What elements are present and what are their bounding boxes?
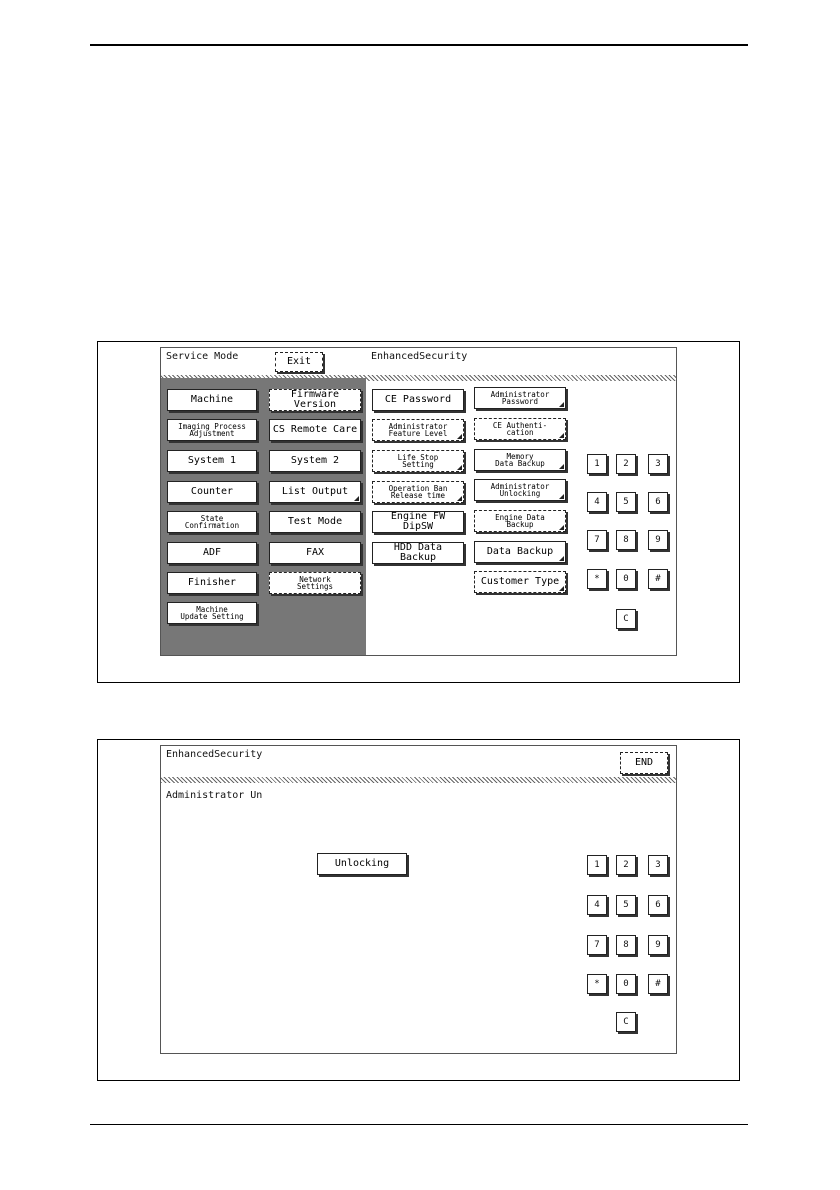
key-1[interactable]: 1 [587,855,607,875]
key-9[interactable]: 9 [648,935,668,955]
ce-password-button[interactable]: CE Password [372,389,464,411]
fax-button[interactable]: FAX [269,542,361,564]
service-mode-screen [160,347,677,656]
key-clear[interactable]: C [616,1012,636,1032]
end-button[interactable]: END [620,752,668,774]
enhanced-security-screen [160,745,677,1054]
key-asterisk[interactable]: * [587,569,607,589]
figure-frame-enhanced-security [97,739,740,1081]
network-settings-button[interactable]: Network Settings [269,572,361,594]
key-asterisk[interactable]: * [587,974,607,994]
finisher-button[interactable]: Finisher [167,572,257,594]
screen-title: Service Mode [166,351,239,362]
key-2[interactable]: 2 [616,855,636,875]
list-output-button[interactable]: List Output [269,481,361,503]
unlocking-button[interactable]: Unlocking [317,853,407,875]
key-6[interactable]: 6 [648,895,668,915]
key-8[interactable]: 8 [616,530,636,550]
key-5[interactable]: 5 [616,492,636,512]
engine-fw-dipsw-button[interactable]: Engine FW DipSW [372,511,464,533]
machine-update-setting-button[interactable]: Machine Update Setting [167,602,257,624]
state-confirmation-button[interactable]: State Confirmation [167,511,257,533]
menu-panel [161,378,366,655]
key-7[interactable]: 7 [587,530,607,550]
imaging-process-adjustment-button[interactable]: Imaging Process Adjustment [167,419,257,441]
administrator-password-button[interactable]: Administrator Password [474,387,566,409]
key-3[interactable]: 3 [648,855,668,875]
key-hash[interactable]: # [648,974,668,994]
key-2[interactable]: 2 [616,454,636,474]
key-0[interactable]: 0 [616,974,636,994]
customer-type-button[interactable]: Customer Type [474,571,566,593]
system-2-button[interactable]: System 2 [269,450,361,472]
key-hash[interactable]: # [648,569,668,589]
exit-button[interactable]: Exit [275,352,323,372]
key-6[interactable]: 6 [648,492,668,512]
test-mode-button[interactable]: Test Mode [269,511,361,533]
key-9[interactable]: 9 [648,530,668,550]
adf-button[interactable]: ADF [167,542,257,564]
administrator-feature-level-button[interactable]: Administrator Feature Level [372,419,464,441]
key-clear[interactable]: C [616,609,636,629]
machine-button[interactable]: Machine [167,389,257,411]
screen-heading: Administrator Un [166,790,263,801]
key-4[interactable]: 4 [587,895,607,915]
operation-ban-release-time-button[interactable]: Operation Ban Release time [372,481,464,503]
key-1[interactable]: 1 [587,454,607,474]
footer-rule [90,1124,748,1125]
key-8[interactable]: 8 [616,935,636,955]
screen-subtitle: EnhancedSecurity [371,351,468,362]
firmware-version-button[interactable]: Firmware Version [269,389,361,411]
life-stop-setting-button[interactable]: Life Stop Setting [372,450,464,472]
key-3[interactable]: 3 [648,454,668,474]
ce-authentication-button[interactable]: CE Authenti- cation [474,418,566,440]
header-rule [90,44,748,46]
administrator-unlocking-button[interactable]: Administrator Unlocking [474,479,566,501]
memory-data-backup-button[interactable]: Memory Data Backup [474,449,566,471]
key-0[interactable]: 0 [616,569,636,589]
hdd-data-backup-button[interactable]: HDD Data Backup [372,542,464,564]
counter-button[interactable]: Counter [167,481,257,503]
key-5[interactable]: 5 [616,895,636,915]
screen-title: EnhancedSecurity [166,749,263,760]
data-backup-button[interactable]: Data Backup [474,541,566,563]
cs-remote-care-button[interactable]: CS Remote Care [269,419,361,441]
title-divider [161,777,676,783]
figure-frame-service-mode [97,341,740,683]
system-1-button[interactable]: System 1 [167,450,257,472]
key-7[interactable]: 7 [587,935,607,955]
engine-data-backup-button[interactable]: Engine Data Backup [474,510,566,532]
key-4[interactable]: 4 [587,492,607,512]
